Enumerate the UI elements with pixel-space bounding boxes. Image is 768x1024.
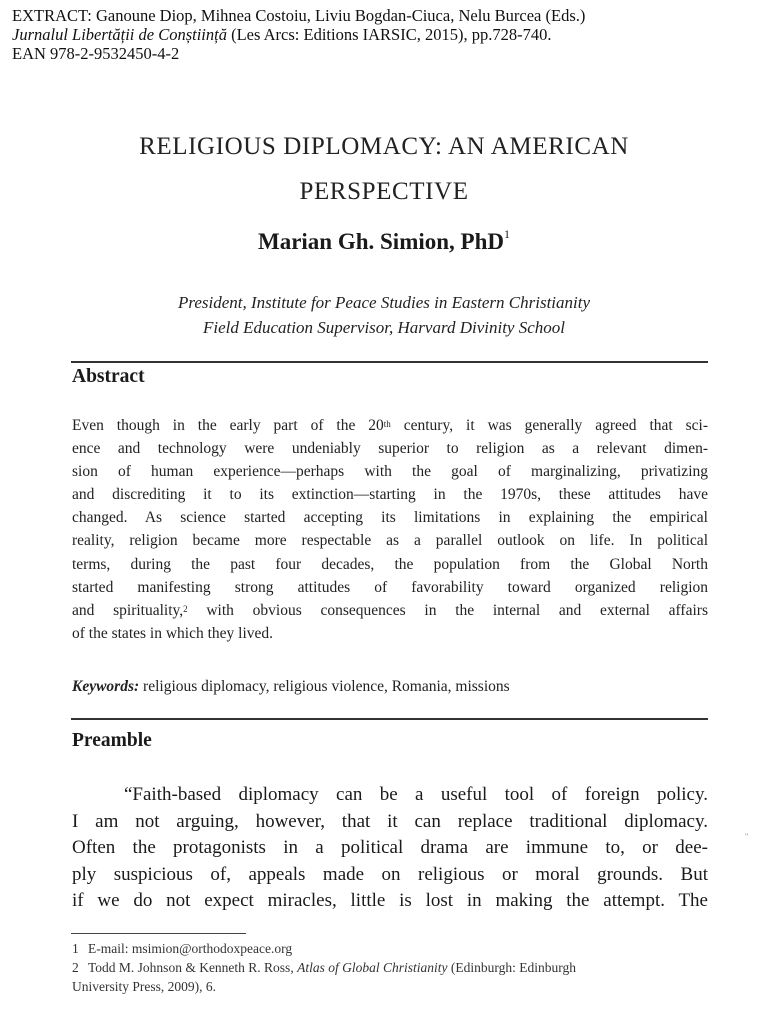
footnote-ref-2[interactable]: 2 <box>183 603 188 614</box>
author-affiliation <box>0 290 768 340</box>
affiliation-line-1: President, Institute for Peace Studies in Eastern Christianity <box>177 293 591 312</box>
keywords-label: Keywords: <box>72 678 140 695</box>
section-divider <box>71 718 708 720</box>
extract-ean: EAN 978-2-9532450-4-2 <box>12 44 180 63</box>
preamble-line: if we do not expect miracles, little is lost in making the attempt. The <box>72 890 708 911</box>
affiliation-line-2: Field Education Supervisor, Harvard Divinity School <box>203 318 565 337</box>
scan-speck: " <box>745 832 749 841</box>
keywords <box>72 678 510 696</box>
author-name-text: Marian Gh. Simion, PhD <box>257 229 504 254</box>
abstract-body <box>72 414 708 645</box>
abstract-line: changed. As science started accepting its limitations in explaining the empirical <box>72 509 708 527</box>
footnote-divider <box>71 933 246 934</box>
preamble-heading: Preamble <box>72 730 152 751</box>
abstract-line: and discrediting it to its extinction—starting in the 1970s, these attitudes have <box>72 486 708 504</box>
abstract-line: Even though in the early part of the 20th century, it was generally agreed that sci- <box>72 417 708 434</box>
article-title <box>0 124 768 214</box>
title-line-1: RELIGIOUS DIPLOMACY: AN AMERICAN <box>139 133 629 160</box>
abstract-heading: Abstract <box>72 366 145 387</box>
preamble-line: ply suspicious of, appeals made on religious or moral grounds. But <box>72 863 708 885</box>
journal-title: Jurnalul Libertății de Conștiință <box>12 25 227 44</box>
abstract-line: started manifesting strong attitudes of favorability toward organized religion <box>72 578 708 596</box>
extract-line-1: EXTRACT: Ganoune Diop, Mihnea Costoiu, Liviu Bogdan-Ciuca, Nelu Burcea (Eds.) <box>12 6 586 25</box>
abstract-line: terms, during the past four decades, the population from the Global North <box>72 555 708 573</box>
keywords-list: religious diplomacy, religious violence, Romania, missions <box>139 678 510 695</box>
abstract-line: reality, religion became more respectable as a parallel outlook on life. In political <box>72 532 708 550</box>
author-name <box>0 229 768 255</box>
abstract-line: and spirituality,$^2$ with obvious consequences in the internal and external affairs <box>72 601 708 619</box>
abstract-line: ence and technology were undeniably superior to religion as a relevant dimen- <box>72 440 708 458</box>
footnotes <box>72 939 712 996</box>
extract-citation <box>12 6 762 63</box>
cited-book-title: Atlas of Global Christianity <box>297 960 448 975</box>
preamble-line: “Faith-based diplomacy can be a useful tool of foreign policy. <box>124 784 708 805</box>
footnote-2: 2 Todd M. Johnson & Kenneth R. Ross, Atlas of Global Christianity (Edinburgh: Edinburgh <box>72 960 576 975</box>
footnote-email[interactable]: E-mail: msimion@orthodoxpeace.org <box>88 941 293 956</box>
footnote-2-continued: University Press, 2009), 6. <box>72 979 216 994</box>
footnote-1: 1 E-mail: msimion@orthodoxpeace.org <box>72 941 293 956</box>
title-line-2: PERSPECTIVE <box>299 178 469 205</box>
section-divider <box>71 361 708 363</box>
publication-details: (Les Arcs: Editions IARSIC, 2015), pp.728-740. <box>226 25 552 44</box>
preamble-line: I am not arguing, however, that it can replace traditional diplomacy. <box>72 810 708 832</box>
abstract-line: of the states in which they lived. <box>72 624 274 642</box>
abstract-line: sion of human experience—perhaps with the goal of marginalizing, privatizing <box>72 463 708 481</box>
footnote-ref-1[interactable]: 1 <box>504 227 510 241</box>
preamble-body <box>72 782 708 915</box>
extract-line-2 <box>12 25 762 44</box>
preamble-line: Often the protagonists in a political drama are immune to, or dee- <box>72 837 708 858</box>
